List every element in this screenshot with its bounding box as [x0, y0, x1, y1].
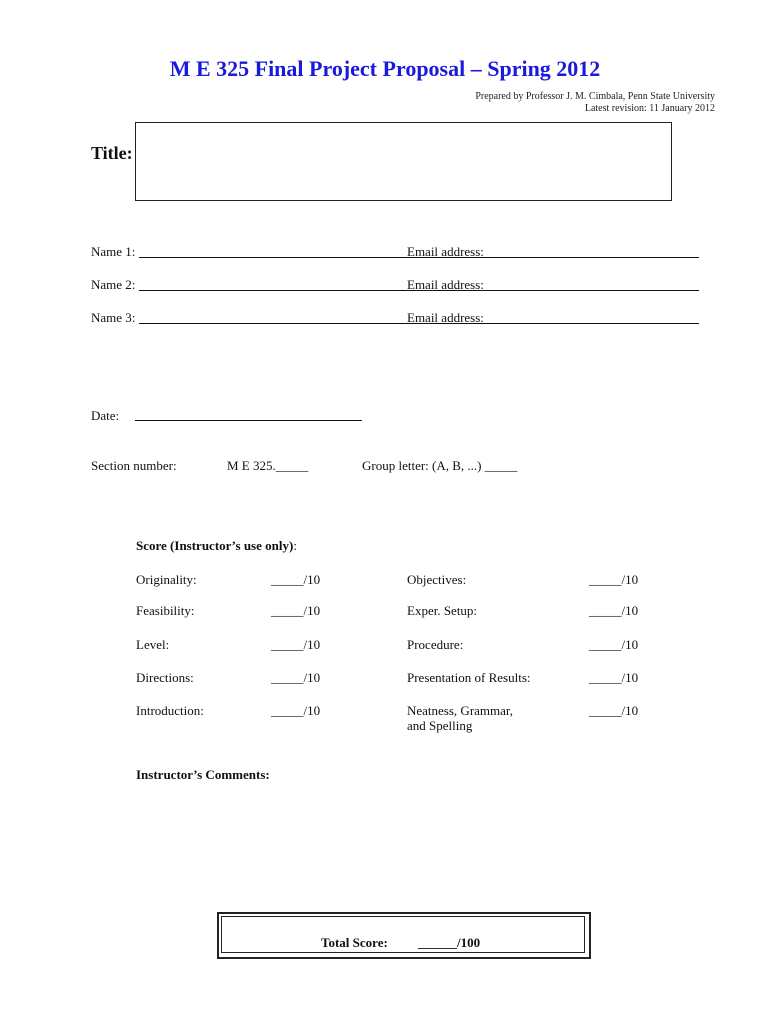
email-2-line[interactable]	[407, 290, 699, 291]
date-label: Date:	[91, 408, 120, 423]
score-label-procedure: Procedure:	[407, 637, 464, 652]
name-1-line[interactable]	[139, 257, 407, 258]
name-1-label: Name 1:	[91, 244, 136, 259]
total-score-inner-box	[221, 916, 585, 953]
score-heading	[136, 538, 297, 554]
total-score-label: Total Score:	[321, 935, 388, 950]
revision-date: Latest revision: 11 January 2012	[584, 103, 715, 114]
score-value-level[interactable]: _____/10	[271, 637, 321, 652]
section-label: Section number:	[91, 458, 177, 473]
email-2-label: Email address:	[407, 277, 484, 292]
score-value-introduction[interactable]: _____/10	[271, 703, 321, 718]
score-label-introduction: Introduction:	[136, 703, 204, 718]
page-title: M E 325 Final Project Proposal – Spring 2012	[169, 56, 601, 81]
score-label-level: Level:	[136, 637, 170, 652]
total-score-value[interactable]: ______/100	[418, 935, 481, 950]
score-label-exper-setup: Exper. Setup:	[407, 603, 478, 618]
email-3-line[interactable]	[407, 323, 699, 324]
score-value-procedure[interactable]: _____/10	[589, 637, 639, 652]
name-3-line[interactable]	[139, 323, 407, 324]
score-value-objectives[interactable]: _____/10	[589, 572, 639, 587]
comments-label: Instructor’s Comments:	[136, 767, 270, 782]
email-3-label: Email address:	[407, 310, 484, 325]
score-value-originality[interactable]: _____/10	[271, 572, 321, 587]
score-value-neatness[interactable]: _____/10	[589, 703, 639, 718]
name-2-label: Name 2:	[91, 277, 136, 292]
score-label-directions: Directions:	[136, 670, 194, 685]
name-2-line[interactable]	[139, 290, 407, 291]
score-label-presentation: Presentation of Results:	[407, 670, 531, 685]
email-1-label: Email address:	[407, 244, 484, 259]
name-3-label: Name 3:	[91, 310, 136, 325]
date-line[interactable]	[135, 420, 362, 421]
score-value-feasibility[interactable]: _____/10	[271, 603, 321, 618]
score-label-neatness: Neatness, Grammar,	[407, 703, 513, 718]
score-label-originality: Originality:	[136, 572, 197, 587]
score-label-neatness-line2: and Spelling	[407, 718, 473, 733]
score-label-feasibility: Feasibility:	[136, 603, 195, 618]
prepared-by: Prepared by Professor J. M. Cimbala, Penn State University	[475, 91, 715, 102]
score-heading-text: Score (Instructor’s use only)	[136, 538, 294, 553]
section-value[interactable]: M E 325._____	[227, 458, 309, 473]
score-value-exper-setup[interactable]: _____/10	[589, 603, 639, 618]
email-1-line[interactable]	[407, 257, 699, 258]
group-letter[interactable]: Group letter: (A, B, ...) _____	[362, 458, 518, 473]
score-value-presentation[interactable]: _____/10	[589, 670, 639, 685]
score-heading-colon: :	[293, 538, 297, 553]
score-label-objectives: Objectives:	[407, 572, 467, 587]
title-input-box[interactable]	[135, 122, 672, 201]
score-value-directions[interactable]: _____/10	[271, 670, 321, 685]
title-label: Title:	[91, 143, 133, 163]
